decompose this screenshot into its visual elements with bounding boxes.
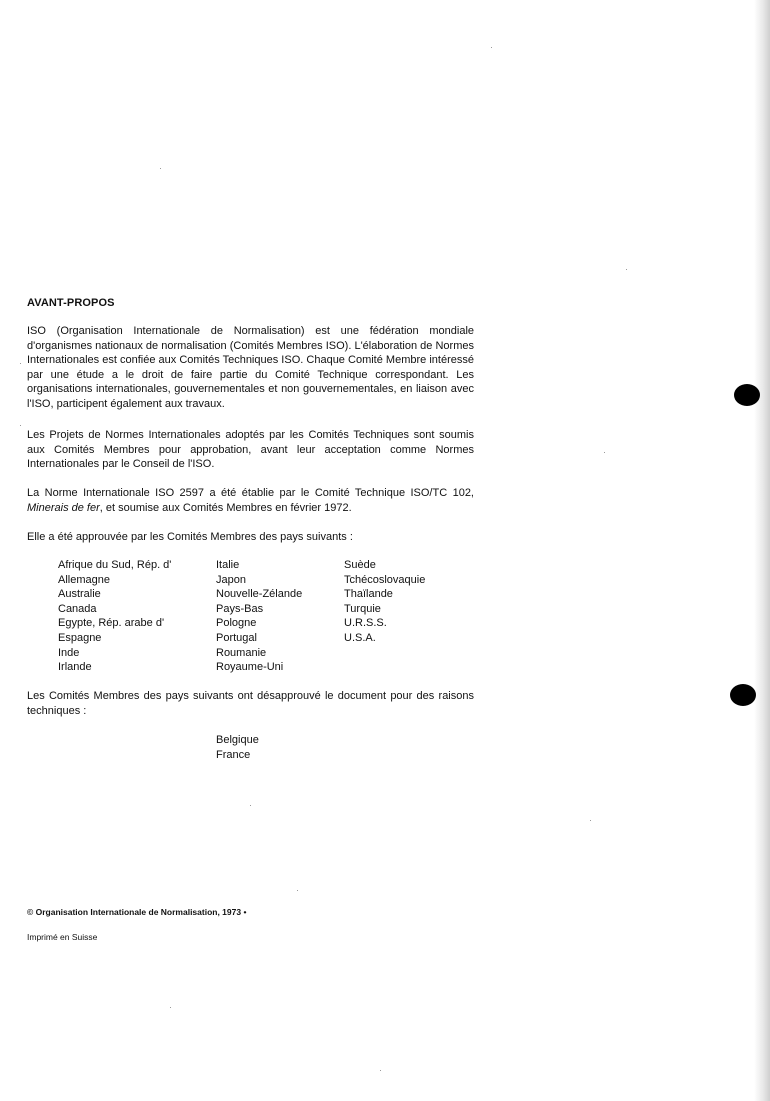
disapproval-intro-paragraph: Les Comités Membres des pays suivants ont désapprouvé le document pour des raisons techniques :	[27, 690, 474, 717]
country-item: U.R.S.S.	[344, 617, 387, 630]
standard-origin-paragraph	[27, 486, 474, 515]
page-edge-shadow	[754, 0, 770, 1101]
country-item: Thaïlande	[344, 588, 393, 601]
country-item: Afrique du Sud, Rép. d'	[58, 559, 172, 571]
country-item: Japon	[216, 573, 246, 586]
approval-process-paragraph: Les Projets de Normes Internationales adoptés par les Comités Techniques sont soumis aux Comités Membres pour approbation, avant leur acceptation comme Normes Internationales par le Conseil de l'ISO.	[27, 429, 474, 471]
country-item: Irlande	[58, 661, 92, 674]
country-item: Italie	[216, 559, 240, 571]
country-item: Turquie	[344, 602, 381, 615]
copyright-notice: © Organisation Internationale de Normalisation, 1973 •	[27, 907, 247, 917]
country-item: France	[216, 748, 251, 761]
punch-hole-top	[734, 384, 760, 406]
disapproving-countries-list	[216, 733, 259, 762]
standard-origin-text-1: La Norme Internationale ISO 2597 a été établie par le Comité Technique ISO/TC 102,	[27, 487, 474, 499]
country-item: Inde	[58, 646, 80, 659]
approving-countries-column-3	[344, 558, 425, 646]
country-item: Allemagne	[58, 573, 110, 586]
country-item: Roumanie	[216, 646, 267, 659]
country-item: Pays-Bas	[216, 602, 264, 615]
country-item: Espagne	[58, 631, 102, 644]
country-item: Nouvelle-Zélande	[216, 588, 303, 601]
approving-countries-column-1	[58, 558, 171, 675]
approving-countries-list	[58, 558, 478, 678]
country-item: Pologne	[216, 617, 257, 630]
country-item: Portugal	[216, 631, 257, 644]
country-item: Belgique	[216, 734, 259, 746]
iso-description-paragraph: ISO (Organisation Internationale de Normalisation) est une fédération mondiale d'organismes nationaux de normalisation (Comités Membres ISO). L'élaboration de Normes Internationales est confiée aux Comités Techniques ISO. Chaque Comité Membre intéressé par une étude a le droit de faire partie du Comité Technique correspondant. Les organisations internationales, gouvernementales et non gouvernementales, en liaison avec l'ISO, participent également aux travaux.	[27, 325, 474, 410]
approval-intro-paragraph: Elle a été approuvée par les Comités Membres des pays suivants :	[27, 531, 353, 543]
committee-title: Minerais de fer	[27, 501, 100, 514]
country-item: Canada	[58, 602, 97, 615]
standard-origin-text-2: , et soumise aux Comités Membres en février 1972.	[99, 501, 352, 514]
country-item: Egypte, Rép. arabe d'	[58, 617, 165, 630]
approving-countries-column-2	[216, 558, 302, 675]
country-item: Suède	[344, 559, 376, 571]
printed-in-note: Imprimé en Suisse	[27, 932, 98, 942]
punch-hole-bottom	[730, 684, 756, 706]
foreword-heading: AVANT-PROPOS	[27, 297, 115, 309]
country-item: Royaume-Uni	[216, 661, 284, 674]
country-item: Australie	[58, 588, 101, 601]
country-item: Tchécoslovaquie	[344, 573, 426, 586]
country-item: U.S.A.	[344, 631, 376, 644]
